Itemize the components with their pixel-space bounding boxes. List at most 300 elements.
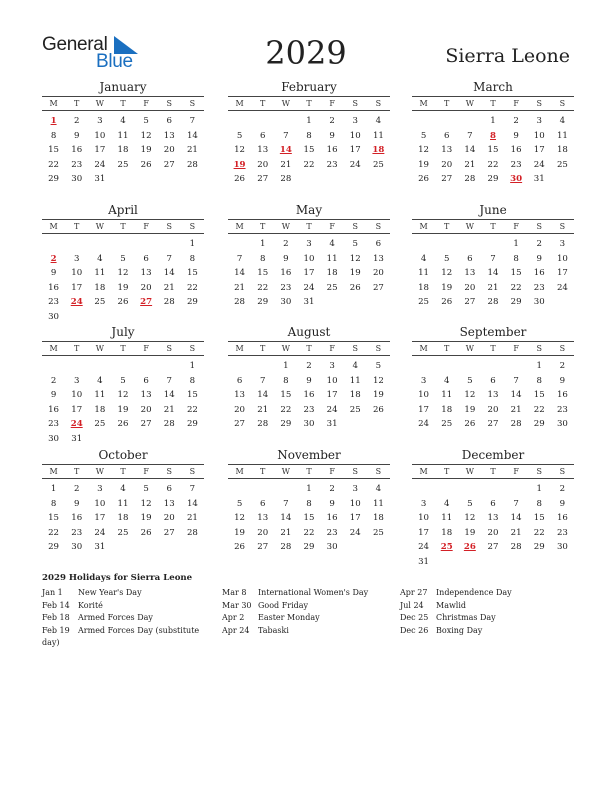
day-cell: 1	[306, 116, 312, 126]
day-cell: 15	[186, 390, 198, 401]
empty-cell	[251, 359, 274, 374]
day-cell: 15	[48, 513, 60, 524]
day-cell: 13	[372, 253, 384, 264]
day-cell: 10	[349, 498, 361, 509]
weekday-label: T	[260, 467, 266, 476]
day-cell: 4	[443, 375, 450, 386]
weekday-label: W	[281, 344, 290, 353]
day-cell: 30	[280, 297, 292, 308]
day-cell: 1	[189, 361, 196, 371]
day-cell: 16	[48, 404, 60, 415]
empty-cell	[435, 114, 458, 129]
day-cell: 9	[536, 253, 542, 264]
weekday-label: W	[281, 467, 290, 476]
holiday-day-cell: 8	[490, 130, 496, 141]
empty-cell	[435, 482, 458, 497]
day-cell: 5	[120, 375, 126, 386]
day-cell: 6	[166, 116, 172, 126]
month-april	[42, 203, 204, 325]
day-cell: 19	[140, 145, 152, 156]
day-cell: 3	[97, 116, 103, 126]
day-cell: 10	[533, 130, 545, 141]
day-cell: 26	[140, 159, 152, 170]
day-cell: 5	[375, 361, 382, 371]
weekday-label: M	[235, 222, 244, 231]
day-cell: 19	[234, 527, 246, 538]
day-cell: 30	[556, 542, 568, 553]
day-cell: 26	[372, 404, 384, 415]
day-cell: 11	[418, 268, 430, 279]
holiday-day-cell: 24	[70, 297, 83, 308]
day-cell: 4	[443, 498, 450, 509]
day-cell: 10	[326, 375, 338, 386]
day-cell: 30	[533, 297, 545, 308]
weekday-label: S	[536, 222, 543, 231]
day-cell: 9	[50, 390, 57, 401]
day-cell: 28	[186, 159, 198, 170]
day-cell: 4	[375, 116, 382, 126]
day-cell: 12	[140, 498, 152, 509]
holiday-date: Apr 27	[400, 588, 428, 597]
holiday-list-title: 2029 Holidays for Sierra Leone	[42, 573, 193, 583]
day-cell: 13	[163, 498, 175, 509]
day-cell: 4	[559, 116, 566, 126]
day-cell: 23	[280, 282, 292, 293]
day-cell: 20	[257, 159, 269, 170]
holiday-entry	[42, 587, 217, 600]
day-cell: 5	[143, 116, 149, 126]
day-cell: 19	[140, 513, 152, 524]
day-cell: 10	[94, 498, 106, 509]
day-cell: 2	[329, 484, 335, 494]
empty-cell	[505, 482, 528, 497]
weekday-label: M	[49, 467, 58, 476]
brand-logo	[42, 32, 142, 72]
day-cell: 20	[372, 268, 384, 279]
day-cell: 8	[50, 498, 57, 509]
empty-cell	[481, 359, 504, 374]
day-cell: 11	[349, 375, 361, 386]
day-cell: 29	[257, 297, 269, 308]
day-cell: 12	[441, 268, 453, 279]
weekday-label: M	[235, 99, 244, 108]
weekday-header	[42, 219, 204, 234]
day-cell: 20	[487, 404, 499, 415]
day-cell: 11	[441, 390, 453, 401]
day-cell: 7	[283, 498, 289, 509]
day-grid	[412, 359, 574, 432]
day-cell: 1	[189, 239, 196, 249]
day-cell: 26	[234, 542, 246, 553]
holiday-day-cell: 2	[50, 253, 57, 264]
weekday-header	[42, 96, 204, 111]
weekday-label: F	[513, 99, 519, 108]
day-cell: 8	[283, 375, 289, 386]
weekday-label: T	[74, 467, 80, 476]
weekday-label: S	[166, 344, 173, 353]
empty-cell	[274, 114, 297, 129]
day-cell: 15	[48, 145, 60, 156]
day-cell: 21	[510, 527, 522, 538]
holiday-column	[400, 587, 570, 637]
day-cell: 7	[166, 253, 172, 264]
empty-cell	[88, 359, 111, 374]
weekday-label: T	[490, 99, 496, 108]
holiday-entry	[400, 600, 570, 613]
day-cell: 8	[513, 253, 519, 264]
day-cell: 7	[283, 130, 289, 141]
day-cell: 3	[306, 239, 312, 249]
day-grid	[42, 114, 204, 187]
day-cell: 20	[140, 404, 152, 415]
day-cell: 15	[186, 268, 198, 279]
weekday-label: T	[74, 344, 80, 353]
empty-cell	[412, 482, 435, 497]
day-cell: 24	[94, 159, 106, 170]
day-cell: 11	[117, 498, 129, 509]
day-cell: 18	[117, 513, 129, 524]
day-cell: 19	[117, 282, 129, 293]
weekday-label: T	[306, 222, 312, 231]
month-title: December	[461, 448, 525, 462]
day-cell: 8	[306, 498, 312, 509]
day-cell: 26	[441, 297, 453, 308]
day-cell: 23	[510, 159, 522, 170]
day-cell: 22	[533, 404, 545, 415]
day-grid	[228, 359, 390, 432]
day-cell: 16	[556, 513, 568, 524]
holiday-list	[42, 573, 572, 647]
day-cell: 9	[50, 268, 57, 279]
day-cell: 22	[48, 159, 60, 170]
day-cell: 22	[487, 159, 499, 170]
month-title: February	[281, 80, 337, 94]
day-cell: 28	[163, 419, 175, 430]
day-cell: 31	[303, 297, 315, 308]
weekday-label: S	[559, 344, 566, 353]
day-cell: 21	[163, 404, 175, 415]
day-cell: 20	[487, 527, 499, 538]
weekday-label: T	[74, 99, 80, 108]
day-cell: 1	[283, 361, 289, 371]
day-cell: 19	[372, 390, 384, 401]
day-cell: 9	[559, 498, 566, 509]
holiday-entry	[400, 612, 570, 625]
day-cell: 17	[71, 282, 83, 293]
weekday-label: F	[513, 344, 519, 353]
holiday-name: Boxing Day	[436, 625, 483, 635]
day-cell: 9	[513, 130, 519, 141]
day-cell: 11	[94, 390, 106, 401]
empty-cell	[458, 359, 481, 374]
day-cell: 27	[234, 419, 246, 430]
day-cell: 4	[352, 361, 358, 371]
day-cell: 17	[326, 390, 338, 401]
weekday-label: S	[189, 344, 196, 353]
weekday-label: F	[329, 344, 335, 353]
day-grid	[42, 237, 204, 325]
day-cell: 17	[303, 268, 315, 279]
day-cell: 1	[50, 484, 57, 494]
weekday-label: T	[490, 344, 496, 353]
day-cell: 3	[352, 484, 358, 494]
day-cell: 22	[186, 282, 198, 293]
day-cell: 6	[490, 498, 496, 509]
day-cell: 31	[533, 174, 545, 185]
day-cell: 12	[117, 268, 129, 279]
month-title: May	[295, 203, 323, 217]
month-february	[228, 80, 390, 187]
day-cell: 30	[48, 311, 60, 322]
day-cell: 24	[533, 159, 545, 170]
day-cell: 19	[464, 527, 476, 538]
weekday-label: T	[260, 222, 266, 231]
holiday-column	[42, 587, 217, 650]
day-cell: 23	[556, 404, 568, 415]
day-cell: 16	[510, 145, 522, 156]
day-cell: 17	[94, 513, 106, 524]
weekday-label: M	[419, 344, 428, 353]
day-cell: 2	[73, 484, 80, 494]
day-cell: 18	[441, 404, 453, 415]
day-cell: 11	[117, 130, 129, 141]
month-november	[228, 448, 390, 555]
holiday-day-cell: 30	[510, 174, 523, 185]
day-cell: 18	[94, 282, 106, 293]
weekday-label: M	[49, 344, 58, 353]
day-cell: 5	[443, 253, 450, 264]
day-cell: 23	[71, 527, 83, 538]
holiday-name: Tabaski	[258, 625, 289, 635]
day-cell: 1	[259, 239, 266, 249]
day-cell: 19	[464, 404, 476, 415]
day-cell: 9	[283, 253, 289, 264]
weekday-label: S	[536, 467, 543, 476]
weekday-label: S	[559, 99, 566, 108]
day-cell: 26	[234, 174, 246, 185]
day-cell: 30	[326, 542, 338, 553]
day-cell: 9	[559, 375, 566, 386]
day-cell: 14	[257, 390, 269, 401]
day-cell: 9	[73, 498, 80, 509]
weekday-header	[412, 341, 574, 356]
day-cell: 25	[441, 419, 453, 430]
day-cell: 30	[556, 419, 568, 430]
day-cell: 28	[234, 297, 246, 308]
day-cell: 1	[513, 239, 519, 249]
day-cell: 31	[326, 419, 338, 430]
day-cell: 29	[186, 297, 198, 308]
day-cell: 4	[420, 253, 427, 264]
empty-cell	[228, 114, 251, 129]
weekday-header	[228, 96, 390, 111]
empty-cell	[458, 237, 481, 252]
day-cell: 6	[236, 375, 243, 386]
weekday-label: T	[74, 222, 80, 231]
day-cell: 18	[94, 404, 106, 415]
month-title: March	[473, 80, 513, 94]
country-name: Sierra Leone	[445, 45, 570, 67]
day-cell: 27	[257, 174, 269, 185]
holiday-name: Armed Forces Day (substitute day)	[42, 625, 200, 647]
day-cell: 22	[533, 527, 545, 538]
day-cell: 21	[257, 404, 269, 415]
day-cell: 25	[372, 527, 384, 538]
weekday-header	[412, 96, 574, 111]
day-grid	[228, 482, 390, 555]
day-cell: 9	[73, 130, 80, 141]
empty-cell	[228, 359, 251, 374]
day-cell: 22	[257, 282, 269, 293]
day-cell: 25	[117, 159, 129, 170]
day-grid	[228, 114, 390, 187]
day-cell: 1	[490, 116, 496, 126]
day-cell: 28	[257, 419, 269, 430]
day-cell: 29	[48, 174, 60, 185]
empty-cell	[505, 359, 528, 374]
holiday-name: Easter Monday	[258, 613, 320, 622]
day-cell: 12	[117, 390, 129, 401]
day-cell: 18	[349, 390, 361, 401]
weekday-label: M	[419, 222, 428, 231]
day-cell: 21	[510, 404, 522, 415]
day-grid	[42, 359, 204, 447]
holiday-date: Feb 18	[42, 613, 70, 622]
day-cell: 21	[487, 282, 499, 293]
day-cell: 26	[140, 527, 152, 538]
day-cell: 3	[420, 498, 427, 509]
holiday-date: Dec 25	[400, 613, 429, 622]
weekday-label: T	[306, 467, 312, 476]
month-august	[228, 325, 390, 432]
day-cell: 3	[73, 253, 80, 264]
day-cell: 27	[257, 542, 269, 553]
day-cell: 12	[349, 253, 361, 264]
day-cell: 2	[536, 239, 542, 249]
day-cell: 15	[533, 513, 545, 524]
day-cell: 3	[73, 375, 80, 386]
day-cell: 16	[303, 390, 315, 401]
day-cell: 2	[513, 116, 519, 126]
day-cell: 1	[306, 484, 312, 494]
day-cell: 18	[326, 268, 338, 279]
month-july	[42, 325, 204, 447]
day-cell: 29	[280, 419, 292, 430]
holiday-date: Feb 19	[42, 625, 70, 635]
empty-cell	[111, 359, 134, 374]
day-cell: 7	[513, 498, 519, 509]
weekday-label: M	[419, 467, 428, 476]
holiday-name: International Women's Day	[258, 588, 369, 597]
day-cell: 18	[441, 527, 453, 538]
day-cell: 16	[71, 513, 83, 524]
weekday-label: T	[490, 467, 496, 476]
day-cell: 5	[236, 130, 243, 141]
day-cell: 22	[303, 159, 315, 170]
day-cell: 14	[163, 268, 175, 279]
weekday-label: T	[260, 344, 266, 353]
weekday-header	[42, 464, 204, 479]
holiday-name: Christmas Day	[436, 613, 496, 622]
day-cell: 3	[536, 116, 542, 126]
day-cell: 27	[140, 419, 152, 430]
day-cell: 14	[510, 513, 522, 524]
day-cell: 10	[556, 253, 568, 264]
day-cell: 7	[166, 375, 172, 386]
weekday-label: S	[189, 467, 196, 476]
day-cell: 24	[418, 542, 430, 553]
holiday-day-cell: 25	[440, 542, 453, 553]
day-cell: 25	[326, 282, 338, 293]
weekday-label: S	[375, 99, 382, 108]
day-cell: 14	[280, 513, 292, 524]
weekday-label: S	[166, 467, 173, 476]
weekday-label: S	[536, 99, 543, 108]
weekday-label: T	[444, 99, 450, 108]
day-cell: 14	[186, 130, 198, 141]
day-cell: 12	[464, 513, 476, 524]
empty-cell	[135, 237, 158, 252]
weekday-label: T	[306, 99, 312, 108]
weekday-label: W	[95, 99, 104, 108]
day-cell: 14	[186, 498, 198, 509]
empty-cell	[481, 482, 504, 497]
weekday-label: F	[513, 222, 519, 231]
weekday-label: S	[189, 99, 196, 108]
month-title: January	[99, 80, 147, 94]
day-cell: 4	[120, 484, 126, 494]
weekday-label: S	[375, 344, 382, 353]
day-cell: 10	[349, 130, 361, 141]
day-cell: 10	[94, 130, 106, 141]
day-cell: 13	[257, 513, 269, 524]
day-cell: 12	[372, 375, 384, 386]
weekday-label: T	[120, 99, 126, 108]
day-cell: 6	[259, 130, 266, 141]
day-cell: 8	[536, 375, 542, 386]
day-cell: 11	[326, 253, 338, 264]
holiday-date: Dec 26	[400, 625, 429, 635]
holiday-entry	[222, 625, 392, 638]
day-cell: 15	[533, 390, 545, 401]
weekday-label: W	[95, 222, 104, 231]
month-title: November	[277, 448, 341, 462]
day-cell: 7	[189, 116, 196, 126]
weekday-label: T	[260, 99, 266, 108]
day-cell: 17	[533, 145, 545, 156]
day-cell: 6	[443, 130, 450, 141]
empty-cell	[42, 237, 65, 252]
day-cell: 25	[94, 297, 106, 308]
weekday-label: F	[143, 222, 149, 231]
empty-cell	[158, 237, 181, 252]
holiday-entry	[400, 587, 570, 600]
day-cell: 29	[303, 542, 315, 553]
day-cell: 6	[166, 484, 172, 494]
day-cell: 4	[97, 375, 103, 386]
day-cell: 12	[418, 145, 430, 156]
month-title: July	[111, 325, 135, 339]
day-cell: 11	[94, 268, 106, 279]
empty-cell	[111, 237, 134, 252]
empty-cell	[481, 237, 504, 252]
day-cell: 1	[536, 361, 542, 371]
day-cell: 22	[510, 282, 522, 293]
day-cell: 14	[163, 390, 175, 401]
month-title: October	[98, 448, 148, 462]
day-cell: 14	[487, 268, 499, 279]
day-cell: 2	[306, 361, 312, 371]
